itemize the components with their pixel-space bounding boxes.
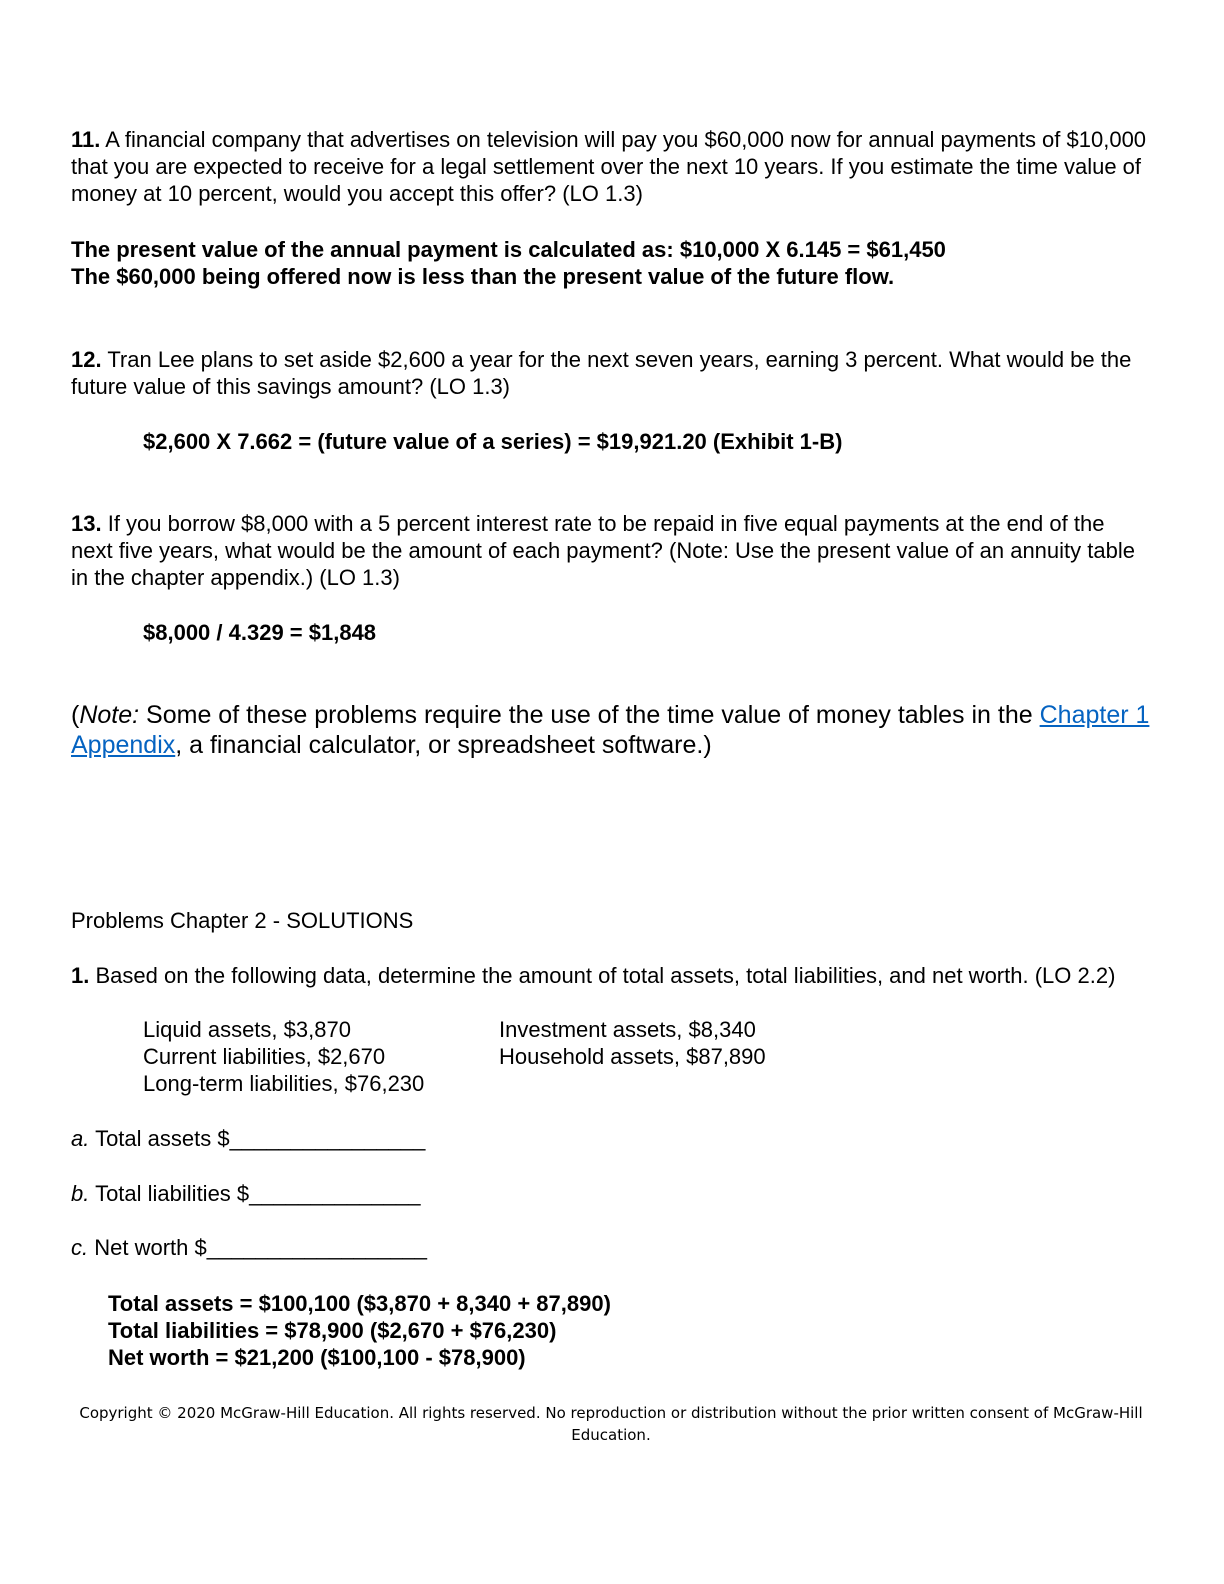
note-open-paren: ( [71, 701, 80, 729]
problem-text: Tran Lee plans to set aside $2,600 a year for the next seven years, earning 3 percent. What would be the future value of this savings amount? (LO 1.3) [71, 347, 1132, 399]
data-item: Liquid assets, $3,870 [143, 1017, 351, 1042]
problem-12-answer: $2,600 X 7.662 = (future value of a series) = $19,921.20 (Exhibit 1-B) [143, 429, 843, 454]
answer-line: Net worth = $21,200 ($100,100 - $78,900) [108, 1345, 526, 1370]
data-item: Household assets, $87,890 [499, 1044, 766, 1069]
problem-text: If you borrow $8,000 with a 5 percent interest rate to be repaid in five equal payments at the end of the next five years, what would be the amount of each payment? (Note: Use the present value of an annuity table in the chapter appendix.) (LO 1.3) [71, 511, 1135, 590]
total-assets-field [71, 1125, 1151, 1152]
copyright-line: Education. [571, 1426, 651, 1444]
problem-data-list [143, 1016, 1043, 1097]
copyright-footer [71, 1402, 1151, 1446]
problem-number: 1. [71, 963, 90, 988]
answer-line: Total liabilities = $78,900 ($2,670 + $76,230) [108, 1318, 557, 1343]
note-label: Note: [79, 701, 140, 729]
problem-13-answer: $8,000 / 4.329 = $1,848 [143, 620, 377, 645]
chapter-2-problem-1-answer [108, 1290, 1188, 1371]
field-label: Total liabilities $______________ [89, 1181, 421, 1206]
field-label: Total assets $________________ [89, 1126, 426, 1151]
problem-number: 12. [71, 347, 102, 372]
tables-note [71, 700, 1151, 760]
problem-11-answer [71, 236, 1151, 290]
copyright-line: Copyright © 2020 McGraw-Hill Education. All rights reserved. No reproduction or distribution without the prior written consent of McGraw-Hill [79, 1404, 1143, 1422]
problem-text: Based on the following data, determine the amount of total assets, total liabilities, and net worth. (LO 2.2) [95, 963, 1116, 988]
item-letter: a. [71, 1126, 90, 1151]
note-text: Some of these problems require the use of the time value of money tables in the [139, 701, 1040, 729]
total-liabilities-field [71, 1180, 1151, 1207]
answer-line: Total assets = $100,100 ($3,870 + 8,340 + 87,890) [108, 1291, 611, 1316]
data-item: Investment assets, $8,340 [499, 1017, 756, 1042]
data-item: Long-term liabilities, $76,230 [143, 1071, 425, 1096]
problem-number: 11. [71, 127, 101, 152]
problem-13-text [71, 510, 1151, 591]
data-item: Current liabilities, $2,670 [143, 1044, 386, 1069]
answer-line: The present value of the annual payment is calculated as: $10,000 X 6.145 = $61,450 [71, 237, 946, 262]
problem-number: 13. [71, 511, 102, 536]
problem-12-text [71, 346, 1151, 400]
chapter-2-problem-1-text [71, 962, 1151, 989]
problem-11-text [71, 126, 1151, 207]
problem-text: A financial company that advertises on television will pay you $60,000 now for annual payments of $10,000 that you are expected to receive for a legal settlement over the next 10 years. If you estimate the time value of money at 10 percent, would you accept this offer? (LO 1.3) [71, 127, 1147, 206]
answer-line: The $60,000 being offered now is less than the present value of the future flow. [71, 264, 895, 289]
chapter-2-heading: Problems Chapter 2 - SOLUTIONS [71, 908, 414, 933]
chapter-1-appendix-link[interactable]: Chapter 1 Appendix [71, 701, 1150, 759]
item-letter: b. [71, 1181, 90, 1206]
item-letter: c. [71, 1235, 89, 1260]
note-text-end: , a financial calculator, or spreadsheet software.) [175, 731, 712, 759]
net-worth-field [71, 1234, 1151, 1261]
field-label: Net worth $__________________ [88, 1235, 427, 1260]
